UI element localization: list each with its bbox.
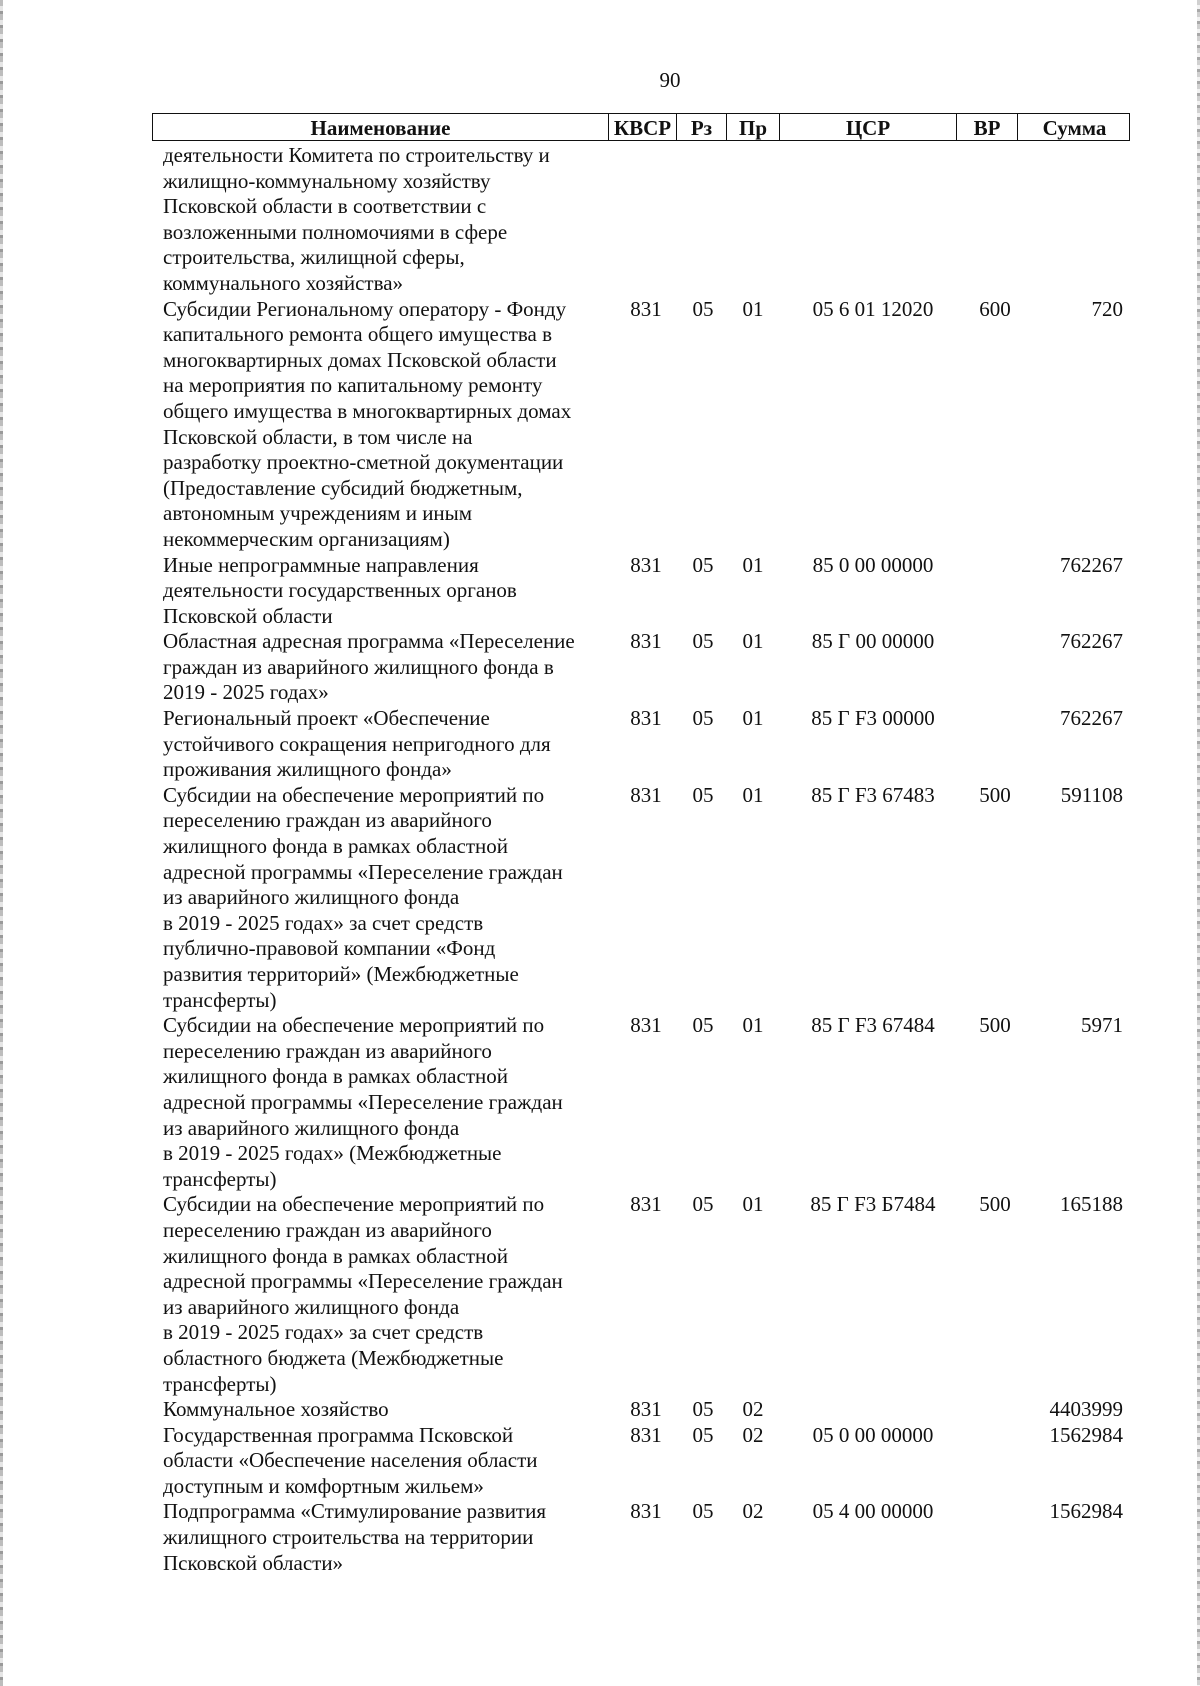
row-name: Областная адресная программа «Переселение граждан из аварийного жилищного фонда в 2019 - 2025 годах» bbox=[163, 629, 575, 705]
row-pr: 01 bbox=[742, 782, 764, 807]
row-pr: 01 bbox=[742, 1013, 764, 1038]
row-rz: 05 bbox=[692, 1422, 714, 1447]
row-csr: 05 4 00 00000 bbox=[812, 1499, 934, 1524]
row-csr: 85 Г F3 67484 bbox=[811, 1013, 935, 1038]
row-sum: 5971 bbox=[1081, 1013, 1123, 1038]
row-kvsr: 831 bbox=[630, 552, 662, 577]
row-sum: 762267 bbox=[1060, 629, 1123, 654]
table-row bbox=[163, 1499, 1123, 1576]
table-row bbox=[163, 706, 1123, 783]
row-name: деятельности Комитета по строительству и жилищно-коммунальному хозяйству Псковской области в соответствии с возложенными полномочиями в сфере строительства, жилищной сферы, коммунального хозяйства» bbox=[163, 143, 550, 295]
row-rz: 05 bbox=[692, 1013, 714, 1038]
table-row bbox=[163, 629, 1123, 706]
row-csr: 85 Г F3 00000 bbox=[811, 706, 935, 731]
row-pr: 01 bbox=[742, 296, 764, 321]
row-rz: 05 bbox=[692, 296, 714, 321]
row-kvsr: 831 bbox=[630, 782, 662, 807]
row-rz: 05 bbox=[692, 552, 714, 577]
table-row bbox=[163, 1192, 1123, 1397]
row-vr: 500 bbox=[979, 1013, 1011, 1038]
table-row bbox=[163, 783, 1123, 1013]
column-header-kvsr: КВСР bbox=[608, 114, 676, 140]
row-sum: 762267 bbox=[1060, 552, 1123, 577]
row-pr: 01 bbox=[742, 706, 764, 731]
column-header-pr: Пр bbox=[726, 114, 779, 140]
row-rz: 05 bbox=[692, 1192, 714, 1217]
row-name: Иные непрограммные направления деятельности государственных органов Псковской области bbox=[163, 552, 517, 628]
row-kvsr: 831 bbox=[630, 1499, 662, 1524]
row-pr: 01 bbox=[742, 1192, 764, 1217]
table-row bbox=[163, 1423, 1123, 1500]
row-rz: 05 bbox=[692, 706, 714, 731]
row-pr: 02 bbox=[742, 1422, 764, 1447]
column-header-sum: Сумма bbox=[1017, 114, 1131, 140]
row-kvsr: 831 bbox=[630, 706, 662, 731]
table-row bbox=[163, 143, 1123, 297]
row-name: Субсидии Региональному оператору - Фонду капитального ремонта общего имущества в многоквартирных домах Псковской области на мероприятия по капитальному ремонту общего имущества в многоквартирных домах Псковской области, в том числе на разработку проектно-сметной документации (Предоставление субсидий бюджетным, автономным учреждениям и иным некоммерческим организациям) bbox=[163, 296, 572, 551]
row-sum: 762267 bbox=[1060, 706, 1123, 731]
row-sum: 4403999 bbox=[1049, 1397, 1123, 1422]
table-row bbox=[163, 297, 1123, 553]
row-kvsr: 831 bbox=[630, 629, 662, 654]
row-csr: 85 Г F3 67483 bbox=[811, 782, 935, 807]
row-vr: 500 bbox=[979, 782, 1011, 807]
row-rz: 05 bbox=[692, 629, 714, 654]
table-row bbox=[163, 1013, 1123, 1192]
row-name: Региональный проект «Обеспечение устойчивого сокращения непригодного для проживания жилищного фонда» bbox=[163, 706, 551, 782]
row-name: Субсидии на обеспечение мероприятий по переселению граждан из аварийного жилищного фонда в рамках областной адресной программы «Переселение граждан из аварийного жилищного фонда в 2019 - 2025 годах» за счет средств областного бюджета (Межбюджетные трансферты) bbox=[163, 1192, 563, 1396]
row-vr: 500 bbox=[979, 1192, 1011, 1217]
row-kvsr: 831 bbox=[630, 1422, 662, 1447]
row-csr: 85 0 00 00000 bbox=[812, 552, 934, 577]
column-header-rz: Рз bbox=[676, 114, 726, 140]
row-pr: 01 bbox=[742, 629, 764, 654]
row-sum: 720 bbox=[1091, 296, 1123, 321]
column-header-name: Наименование bbox=[310, 116, 451, 140]
row-rz: 05 bbox=[692, 782, 714, 807]
scan-edge-left bbox=[0, 0, 3, 1686]
table-row bbox=[163, 1397, 1123, 1423]
row-kvsr: 831 bbox=[630, 1013, 662, 1038]
row-kvsr: 831 bbox=[630, 1397, 662, 1422]
row-name: Коммунальное хозяйство bbox=[163, 1397, 389, 1422]
row-rz: 05 bbox=[692, 1397, 714, 1422]
row-kvsr: 831 bbox=[630, 1192, 662, 1217]
table-header bbox=[152, 113, 1130, 141]
row-name: Подпрограмма «Стимулирование развития жилищного строительства на территории Псковской области» bbox=[163, 1499, 547, 1575]
page-number: 90 bbox=[659, 68, 681, 92]
row-name: Государственная программа Псковской области «Обеспечение населения области доступным и комфортным жильем» bbox=[163, 1422, 538, 1498]
row-sum: 1562984 bbox=[1049, 1422, 1123, 1447]
row-pr: 02 bbox=[742, 1397, 764, 1422]
column-header-vr: ВР bbox=[956, 114, 1017, 140]
column-header-csr: ЦСР bbox=[779, 114, 956, 140]
row-name: Субсидии на обеспечение мероприятий по переселению граждан из аварийного жилищного фонда в рамках областной адресной программы «Переселение граждан из аварийного жилищного фонда в 2019 - 2025 годах» (Межбюджетные трансферты) bbox=[163, 1013, 563, 1191]
row-sum: 591108 bbox=[1060, 782, 1123, 807]
row-csr: 85 Г 00 00000 bbox=[811, 629, 935, 654]
row-sum: 165188 bbox=[1060, 1192, 1123, 1217]
row-csr: 85 Г F3 Б7484 bbox=[810, 1192, 936, 1217]
row-rz: 05 bbox=[692, 1499, 714, 1524]
row-kvsr: 831 bbox=[630, 296, 662, 321]
row-pr: 01 bbox=[742, 552, 764, 577]
row-csr: 05 6 01 12020 bbox=[812, 296, 934, 321]
table-body bbox=[163, 143, 1123, 1576]
row-name: Субсидии на обеспечение мероприятий по переселению граждан из аварийного жилищного фонда в рамках областной адресной программы «Переселение граждан из аварийного жилищного фонда в 2019 - 2025 годах» за счет средств публично-правовой компании «Фонд развития территорий» (Межбюджетные трансферты) bbox=[163, 782, 563, 1012]
row-pr: 02 bbox=[742, 1499, 764, 1524]
table-row bbox=[163, 553, 1123, 630]
row-csr: 05 0 00 00000 bbox=[812, 1422, 934, 1447]
row-vr: 600 bbox=[979, 296, 1011, 321]
row-sum: 1562984 bbox=[1049, 1499, 1123, 1524]
